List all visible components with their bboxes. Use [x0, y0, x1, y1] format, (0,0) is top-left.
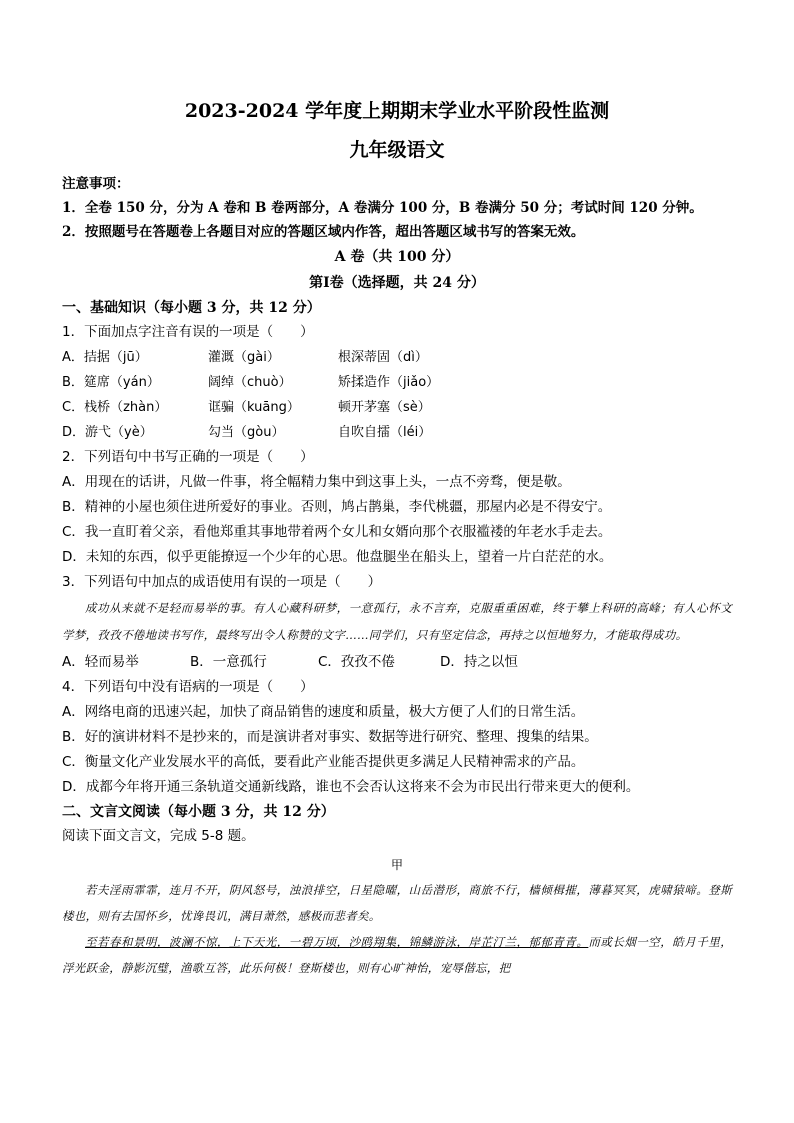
- q1-option-b-3: 矫揉造作（jiǎo）: [338, 375, 440, 390]
- q1-option-a-3: 根深蒂固（dì）: [338, 350, 428, 365]
- q4-option-c: C．衡量文化产业发展水平的高低，要看此产业能否提供更多满足人民精神需求的产品。: [62, 754, 585, 770]
- q2-stem: 2．下列语句中书写正确的一项是（ ）: [62, 449, 314, 465]
- q2-option-a: A．用现在的话讲，凡做一件事，将全幅精力集中到这事上头，一点不旁骛，便是敬。: [62, 474, 571, 490]
- exam-title: 2023-2024 学年度上期期末学业水平阶段性监测: [184, 100, 610, 122]
- section2-heading: 二、文言文阅读（每小题 3 分，共 12 分）: [62, 804, 335, 820]
- part-one-heading: 第Ⅰ卷（选择题，共 24 分）: [309, 275, 485, 291]
- classic-para-1: 若夫淫雨霏霏，连月不开，阴风怒号，浊浪排空，日星隐曜，山岳潜形，商旅不行，樯倾楫摧，薄暮冥冥，虎啸猿啼。登斯楼也，则有去国怀乡，忧谗畏讥，满目萧然，感极而悲者矣。: [62, 883, 732, 923]
- q1-option-c-3: 顿开茅塞（sè）: [338, 400, 431, 415]
- q3-passage: 成功从来就不是轻而易举的事。有人心藏科研梦，一意孤行，永不言弃，克服重重困难，终于攀上科研的高峰；有人心怀文学梦，孜孜不倦地读书写作，最终写出令人称赞的文字……同学们，只有坚定信念，再持之以恒地努力，才能取得成功。: [62, 601, 732, 642]
- volume-a-heading: A 卷（共 100 分）: [334, 249, 460, 265]
- exam-subtitle: 九年级语文: [349, 139, 445, 161]
- q1-option-a-2: 灌溉（gài）: [208, 350, 280, 365]
- q2-option-b: B．精神的小屋也须住进所爱好的事业。否则，鸠占鹊巢，李代桃疆，那屋内必是不得安宁。: [62, 499, 612, 515]
- q1-option-b-2: 阔绰（chuò）: [208, 375, 292, 390]
- q1-stem: 1．下面加点字注音有误的一项是（ ）: [62, 324, 314, 340]
- q4-stem: 4．下列语句中没有语病的一项是（ ）: [62, 679, 314, 695]
- q3-option-d: D．持之以恒: [440, 654, 518, 670]
- section2-intro: 阅读下面文言文，完成 5-8 题。: [62, 828, 255, 844]
- notice-item: 1．全卷 150 分，分为 A 卷和 B 卷两部分，A 卷满分 100 分，B 卷满分 50 分；考试时间 120 分钟。: [62, 200, 703, 216]
- q3-options: [62, 649, 732, 675]
- q3-option-c: C．孜孜不倦: [318, 654, 395, 670]
- q4-option-d: D．成都今年将开通三条轨道交通新线路，谁也不会否认这将来不会为市民出行带来更大的便利。: [62, 779, 640, 795]
- classic-para-2-rest: 而或长烟一空，皓月千里，浮光跃金，静影沉璧，渔歌互答，此乐何极！登斯楼也，则有心旷神怡，宠辱偕忘，把: [62, 935, 732, 975]
- section1-heading: 一、基础知识（每小题 3 分，共 12 分）: [62, 300, 321, 316]
- q1-option-row: [62, 395, 732, 420]
- classic-para-2: [62, 929, 732, 981]
- q1-option-c-1: C．栈桥（zhàn）: [62, 400, 168, 415]
- q1-option-b-1: B．筵席（yán）: [62, 375, 160, 390]
- q1-option-row: [62, 345, 732, 370]
- q1-option-row: [62, 420, 732, 445]
- q2-option-c: C．我一直盯着父亲，看他郑重其事地带着两个女儿和女婿向那个衣服褴褛的年老水手走去。: [62, 524, 612, 540]
- q3-option-b: B．一意孤行: [190, 654, 267, 670]
- classic-para-2-underlined: 至若春和景明，波澜不惊，上下天光，一碧万顷，沙鸥翔集，锦鳞游泳，岸芷汀兰，郁郁青青。: [85, 935, 589, 949]
- notice-item: 2．按照题号在答题卷上各题目对应的答题区域内作答，超出答题区域书写的答案无效。: [62, 224, 585, 240]
- q4-option-a: A．网络电商的迅速兴起，加快了商品销售的速度和质量，极大方便了人们的日常生活。: [62, 704, 585, 720]
- notice-heading: 注意事项：: [62, 176, 130, 192]
- q1-option-d-3: 自吹自擂（léi）: [338, 425, 432, 440]
- q1-option-d-2: 勾当（gòu）: [208, 425, 285, 440]
- q1-option-c-2: 诓骗（kuāng）: [208, 400, 300, 415]
- passage-label-jia: 甲: [390, 858, 403, 872]
- q1-option-d-1: D．游弋（yè）: [62, 425, 153, 440]
- q2-option-d: D．未知的东西，似乎更能撩逗一个少年的心思。他盘腿坐在船头上，望着一片白茫茫的水。: [62, 549, 613, 565]
- q1-option-a-1: A．拮据（jū）: [62, 350, 148, 365]
- q4-option-b: B．好的演讲材料不是抄来的，而是演讲者对事实、数据等进行研究、整理、搜集的结果。: [62, 729, 598, 745]
- q3-option-a: A．轻而易举: [62, 654, 139, 670]
- q1-option-row: [62, 370, 732, 395]
- q3-stem: 3．下列语句中加点的成语使用有误的一项是（ ）: [62, 574, 382, 590]
